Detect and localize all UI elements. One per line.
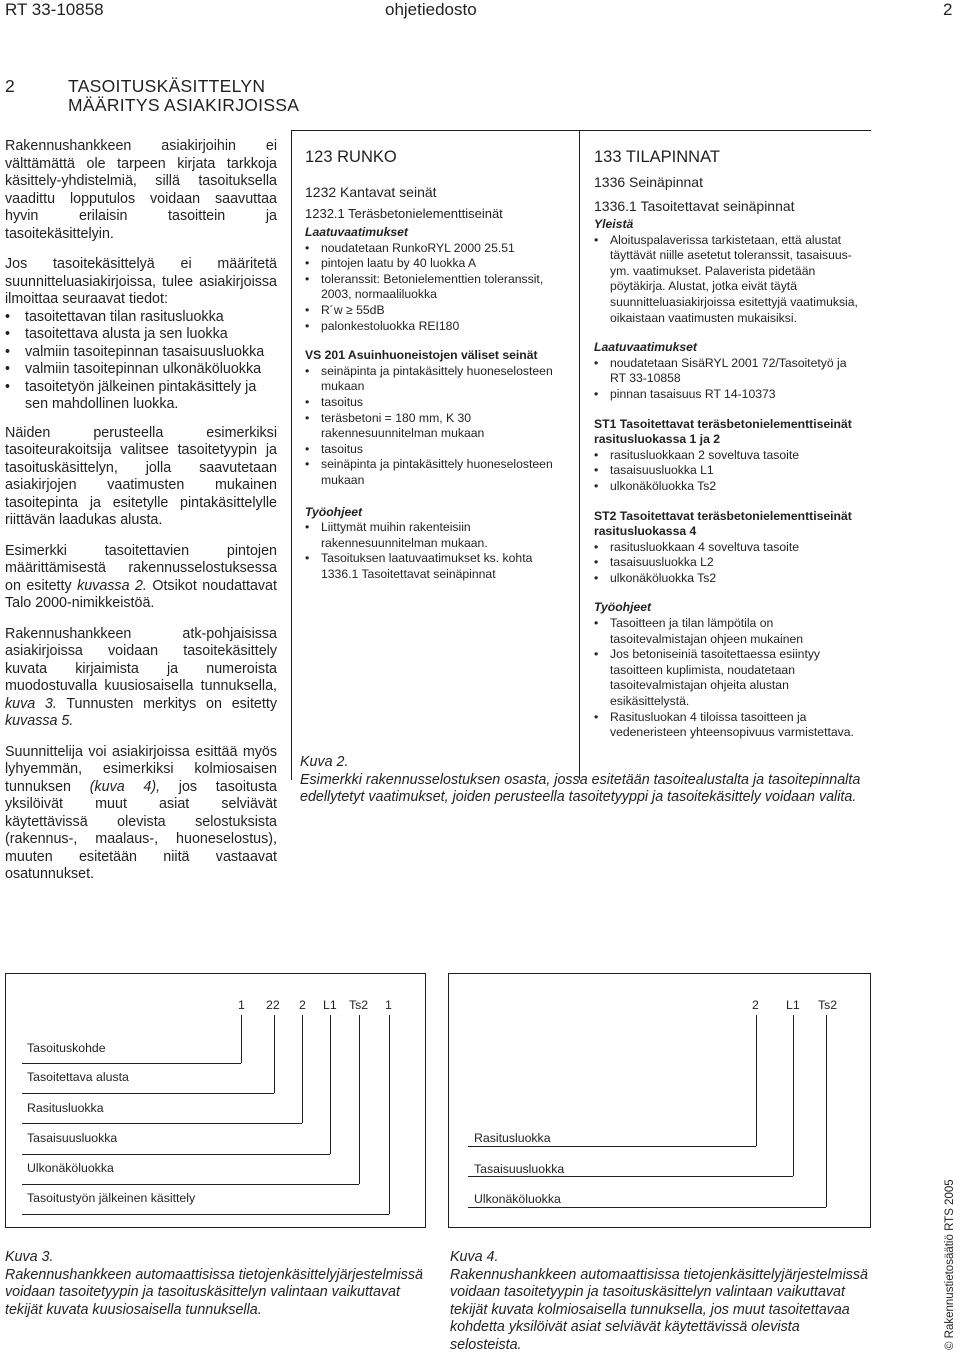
paragraph-3: Näiden perusteella esimerkiksi tasoiteurakoitsija valitsee tasoitetyypin ja tasoituskäsittelyn, jolla saavutetaan asiakirjojen vaatimusten mukainen tasoitepinta ja esitetylle pintakäsittelylle riittävän laadukas alusta. xyxy=(5,424,277,528)
list-item: • Aloituspalaverissa tarkistetaan, että alustat täyttävät niille asetetut toleranssit, tasaisuus- ym. vaatimukset. Palaverista pidetään pöytäkirja. Alustat, jotka eivät täytä suunnitteluasiakirjoissa esitettyjä vaatimuksia, oikaistaan vaatimusten mukaisiksi. xyxy=(594,233,862,327)
subheading-laatuvaatimukset-right: Laatuvaatimukset xyxy=(594,340,697,355)
label-jalkeinen-kasittely: Tasoitustyön jälkeinen käsittely xyxy=(27,1191,196,1205)
label-tasaisuusluokka: Tasaisuusluokka xyxy=(27,1131,118,1145)
connector xyxy=(756,1015,757,1146)
label-tasaisuusluokka: Tasaisuusluokka xyxy=(474,1162,565,1176)
doc-id: RT 33-10858 xyxy=(5,0,104,19)
paragraph-6 xyxy=(5,744,277,884)
connector xyxy=(22,1154,330,1155)
list-item: • tasoitus xyxy=(305,442,571,458)
paragraph-5 xyxy=(5,626,277,731)
list-item: • valmiin tasoitepinnan tasaisuusluokka xyxy=(5,344,277,362)
code-3: 2 xyxy=(299,998,306,1012)
st2-list xyxy=(594,540,862,587)
laatu-list xyxy=(305,241,571,335)
list-item: • ulkonäköluokka Ts2 xyxy=(594,479,862,495)
doc-type: ohjetiedosto xyxy=(385,0,477,19)
connector xyxy=(22,1093,274,1094)
heading-tasoitettavat: 1336.1 Tasoitettavat seinäpinnat xyxy=(594,198,795,214)
code-6: 1 xyxy=(385,998,392,1012)
label-tasoitettava-alusta: Tasoitettava alusta xyxy=(27,1070,129,1084)
subheading-st2: ST2 Tasoitettavat teräsbetonielementtiseinät rasitusluokassa 4 xyxy=(594,508,852,539)
connector xyxy=(330,1015,331,1154)
list-item: • tasoitetyön jälkeinen pintakäsittely ja sen mahdollinen luokka. xyxy=(5,379,277,414)
connector xyxy=(468,1207,826,1208)
heading-runko: 123 RUNKO xyxy=(305,148,397,166)
code-4: L1 xyxy=(323,998,337,1012)
list-item: • palonkestoluokka REI180 xyxy=(305,319,571,335)
subheading-laatuvaatimukset: Laatuvaatimukset xyxy=(305,225,408,239)
p6-ref: (kuva 4), xyxy=(89,778,161,795)
figure3-caption xyxy=(5,1249,425,1319)
page-number: 2 xyxy=(943,0,953,19)
figure2-label: Kuva 2. xyxy=(300,754,349,770)
required-info-list xyxy=(5,309,277,414)
figure3-text: Rakennushankkeen automaattisissa tietojenkäsittelyjärjestelmissä voidaan tasoitetyypin ja tasoituskäsittelyn valintaan vaikuttavat tekijät kuvata kuusiosaisella tunnuksella. xyxy=(5,1266,424,1318)
connector xyxy=(22,1184,359,1185)
label-rasitusluokka: Rasitusluokka xyxy=(27,1101,104,1115)
p5-text-mid: Tunnusten merkitys on esitetty xyxy=(56,695,277,712)
list-item: • tasaisuusluokka L2 xyxy=(594,555,862,571)
figure2-left-column xyxy=(305,147,571,582)
p4-text: Esimerkki tasoitettavien pintojen määrittämisestä rakennusselostuksessa on esitetty xyxy=(5,542,277,594)
subheading-yleista: Yleistä xyxy=(594,217,634,231)
code-3: Ts2 xyxy=(818,998,838,1012)
p4-text-end: Otsikot noudattavat Talo 2000-nimikkeistöä. xyxy=(5,577,277,611)
list-item: • ulkonäköluokka Ts2 xyxy=(594,571,862,587)
tyoohjeet-list xyxy=(305,520,571,582)
p4-ref: kuvassa 2. xyxy=(77,577,147,594)
list-item: • noudatetaan SisäRYL 2001 72/Tasoitetyö ja RT 33-10858 xyxy=(594,356,862,387)
p5-ref-2: kuvassa 5. xyxy=(5,713,74,729)
figure4-caption xyxy=(450,1249,870,1354)
left-column xyxy=(5,138,277,884)
paragraph-2: Jos tasoitekäsittelyä ei määritetä suunnitteluasiakirjoissa, tulee asiakirjoissa ilmoittaa seuraavat tiedot: xyxy=(5,256,277,307)
section-number: 2 xyxy=(5,76,16,96)
p6-text-end: jos tasoitusta yksilöivät muut asiat selviävät käytettävissä olevista selostuksista (rakennus-, maalaus-, huoneselostus), muuten esitetään niitä vastaavat osatunnukset. xyxy=(5,778,277,882)
p6-text: Suunnittelija voi asiakirjoissa esittää myös lyhyemmän, esimerkiksi kolmiosaisen tunnuksen xyxy=(5,743,277,795)
list-item: • seinäpinta ja pintakäsittely huoneselosteen mukaan xyxy=(305,364,571,395)
code-5: Ts2 xyxy=(349,998,369,1012)
list-item: • valmiin tasoitepinnan ulkonäköluokka xyxy=(5,361,277,379)
heading-terasbetoni: 1232.1 Teräsbetonielementtiseinät xyxy=(305,206,503,221)
heading-tilapinnat: 133 TILAPINNAT xyxy=(594,148,720,166)
figure2-right-column xyxy=(594,147,862,741)
list-item: • tasoitus xyxy=(305,395,571,411)
figure4-box xyxy=(448,973,871,1228)
figure4-label: Kuva 4. xyxy=(450,1249,499,1265)
label-rasitusluokka: Rasitusluokka xyxy=(474,1131,551,1145)
laatu-right-list xyxy=(594,356,862,403)
connector xyxy=(22,1063,241,1064)
label-ulkonakoluokka: Ulkonäköluokka xyxy=(474,1192,561,1206)
list-item: • seinäpinta ja pintakäsittely huoneselosteen mukaan xyxy=(305,457,571,488)
code-1: 1 xyxy=(238,998,245,1012)
list-item: • rasitusluokkaan 4 soveltuva tasoite xyxy=(594,540,862,556)
connector xyxy=(241,1015,242,1063)
paragraph-1: Rakennushankkeen asiakirjoihin ei välttämättä ole tarpeen kirjata tarkkoja käsittely-yhdistelmiä, sillä tasoituksella vaadittu lopputulos voidaan saavuttaa hyvin erilaisin tasoittein ja tasoitekäsittelyin. xyxy=(5,138,277,242)
connector xyxy=(793,1015,794,1176)
yleista-list xyxy=(594,233,862,327)
p5-text: Rakennushankkeen atk-pohjaisissa asiakirjoissa voidaan tasoitekäsittely kuvata kirjaimista ja numeroista muodostuvalla kuusiosaisella tunnuksella, xyxy=(5,625,277,694)
figure4-text: Rakennushankkeen automaattisissa tietojenkäsittelyjärjestelmissä voidaan tasoitetyypin ja tasoituskäsittelyn valintaan vaikuttavat tekijät kuvata kolmiosaisella tunnuksella, jos muut tasoitettavaa kohdetta yksilöivät asiat selviävät käytettävissä olevista selosteista. xyxy=(450,1266,869,1353)
figure-frame-top xyxy=(291,130,871,131)
section-title-line2: MÄÄRITYS ASIAKIRJOISSA xyxy=(68,95,300,115)
figure2-caption xyxy=(300,754,870,807)
heading-seinapinnat: 1336 Seinäpinnat xyxy=(594,174,703,190)
connector xyxy=(359,1015,360,1184)
list-item: • tasoitettava alusta ja sen luokka xyxy=(5,326,277,344)
vs201-list xyxy=(305,364,571,489)
copyright: © Rakennustietosäätiö RTS 2005 xyxy=(944,1179,956,1350)
list-item: • toleranssit: Betonielementtien toleranssit, 2003, normaaliluokka xyxy=(305,272,571,303)
subheading-tyoohjeet-right: Työohjeet xyxy=(594,600,652,615)
paragraph-4 xyxy=(5,543,277,613)
list-item: • tasoitettavan tilan rasitusluokka xyxy=(5,309,277,327)
heading-kantavat: 1232 Kantavat seinät xyxy=(305,184,437,200)
list-item: • tasaisuusluokka L1 xyxy=(594,463,862,479)
list-item: • Jos betoniseiniä tasoitettaessa esiintyy tasoitteen kuplimista, noudatetaan tasoitevalmistajan ohjeita alustan esikäsittelystä. xyxy=(594,647,862,709)
list-item: • Liittymät muihin rakenteisiin rakennesuunnitelman mukaan. xyxy=(305,520,571,551)
section-title-line1: TASOITUSKÄSITTELYN xyxy=(68,76,266,96)
figure3-label: Kuva 3. xyxy=(5,1249,54,1265)
list-item: • pintojen laatu by 40 luokka A xyxy=(305,256,571,272)
code-2: 22 xyxy=(266,998,280,1012)
connector xyxy=(22,1123,302,1124)
list-item: • pinnan tasaisuus RT 14-10373 xyxy=(594,387,862,403)
connector xyxy=(826,1015,827,1207)
connector xyxy=(274,1015,275,1093)
label-ulkonakoluokka: Ulkonäköluokka xyxy=(27,1161,114,1175)
tyoohjeet-right-list xyxy=(594,616,862,741)
list-item: • noudatetaan RunkoRYL 2000 25.51 xyxy=(305,241,571,257)
list-item: • Tasoitteen ja tilan lämpötila on tasoitevalmistajan ohjeen mukainen xyxy=(594,616,862,647)
list-item: • rasitusluokkaan 2 soveltuva tasoite xyxy=(594,448,862,464)
figure2-text: Esimerkki rakennusselostuksen osasta, jossa esitetään tasoitealustalta ja tasoitepinnalta edellytetyt vaatimukset, joiden perusteella tasoitetyyppi ja tasoitekäsittely voidaan valita. xyxy=(300,771,861,805)
list-item: • R´w ≥ 55dB xyxy=(305,303,571,319)
code-1: 2 xyxy=(752,998,759,1012)
st1-list xyxy=(594,448,862,495)
list-item: • teräsbetoni = 180 mm, K 30 rakennesuunnitelman mukaan xyxy=(305,411,571,442)
connector xyxy=(302,1015,303,1123)
connector xyxy=(389,1015,390,1214)
p5-ref: kuva 3. xyxy=(5,695,57,712)
connector xyxy=(468,1146,756,1147)
figure-frame-left xyxy=(291,130,292,780)
connector xyxy=(22,1214,389,1215)
list-item: • Rasitusluokan 4 tiloissa tasoitteen ja vedeneristeen yhteensopivuus varmistettava. xyxy=(594,710,862,741)
list-item: • Tasoituksen laatuvaatimukset ks. kohta 1336.1 Tasoitettavat seinäpinnat xyxy=(305,551,571,582)
label-tasoituskohde: Tasoituskohde xyxy=(27,1041,106,1055)
subheading-vs201: VS 201 Asuinhuoneistojen väliset seinät xyxy=(305,348,538,363)
figure-frame-divider xyxy=(579,130,580,780)
subheading-tyoohjeet: Työohjeet xyxy=(305,504,363,519)
subheading-st1: ST1 Tasoitettavat teräsbetonielementtiseinät rasitusluokassa 1 ja 2 xyxy=(594,416,852,447)
code-2: L1 xyxy=(786,998,800,1012)
